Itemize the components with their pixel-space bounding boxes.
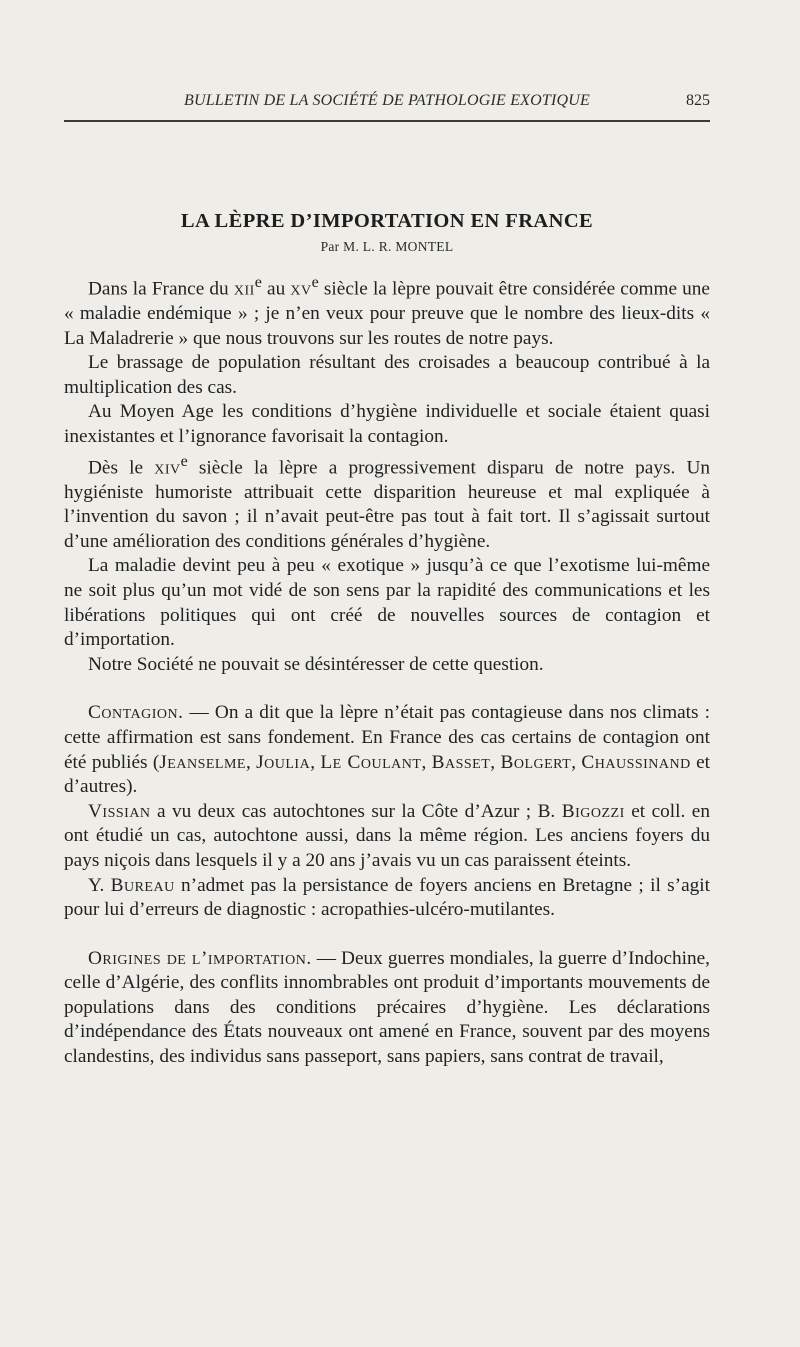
header-rule — [64, 120, 710, 122]
paragraph-3: Au Moyen Age les conditions d’hygiène individuelle et sociale étaient quasi inexistantes et l’ignorance favorisait la contagion. — [64, 401, 710, 447]
running-title: BULLETIN DE LA SOCIÉTÉ DE PATHOLOGIE EXOTIQUE — [183, 92, 591, 109]
article-byline: Par M. L. R. MONTEL — [320, 239, 454, 254]
section-heading-origines: Origines de l’importation. — [88, 947, 312, 969]
paragraph-2: Le brassage de population résultant des croisades a beaucoup contribué à la multiplication des cas. — [64, 352, 710, 398]
section-gap — [64, 923, 710, 947]
section-contagion: Contagion. — On a dit que la lèpre n’était pas contagieuse dans nos climats : cette affirmation est sans fondement. En France des cas certains de contagion ont été publiés (Jeanselme, Joulia, Le Coulant, Basset, Bolgert, Chaussinand et d’autres). — [64, 702, 711, 798]
page-header — [64, 92, 710, 122]
paragraph-5: La maladie devint peu à peu « exotique » jusqu’à ce que l’exotisme lui-même ne soit plus qu’un mot vidé de son sens par la rapidité des communications et les libérations politiques qui ont créé de nouvelles sources de contagion et d’importation. — [64, 555, 710, 651]
article-title: LA LÈPRE D’IMPORTATION EN FRANCE — [180, 210, 594, 232]
section-origines: Origines de l’importation. — Deux guerres mondiales, la guerre d’Indochine, celle d’Algérie, des conflits innombrables ont produit d’importants mouvements de populations dans des conditions précaires d’hygiène. Les déclarations d’indépendance des États nouveaux ont amené en France, souvent par des moyens clandestins, des individus sans passeport, sans papiers, sans contrat de travail, — [64, 947, 711, 1068]
paragraph-6: Notre Société ne pouvait se désintéresser de cette question. — [88, 653, 544, 675]
page-number: 825 — [686, 92, 710, 109]
paragraph-4: Dès le xiv$^e$ siècle la lèpre a progressivement disparu de notre pays. Un hygiéniste humoriste attribuait cette disparition heureuse et mal expliquée à l’invention du savon ; il n’avait peut-être pas tout à fait tort. Il s’agissait surtout d’une amélioration des conditions générales d’hygiène. — [64, 452, 711, 552]
section-heading-contagion: Contagion. — [88, 702, 184, 724]
paragraph-1: Dans la France du xii$^e$ au $xv^e$ siècle la lèpre pouvait être considérée comme une « maladie endémique » ; je n’en veux pour preuve que le nombre des lieux-dits « La Maladrerie » que nous trouvons sur les routes de notre pays. — [64, 274, 710, 349]
paragraph-bureau: Y. Bureau n’admet pas la persistance de foyers anciens en Bretagne ; il s’agit pour lui d’erreurs de diagnostic : acropathies-ulcéro-mutilantes. — [64, 874, 710, 921]
paragraph-vissian: Vissian a vu deux cas autochtones sur la Côte d’Azur ; B. Bigozzi et coll. en ont étudié un cas, autochtone aussi, dans la même région. Les anciens foyers du pays niçois dans lesquels il y a 20 ans j’avais vu un cas paraissent éteints. — [64, 800, 710, 871]
article — [64, 210, 710, 1070]
section-gap — [64, 677, 710, 701]
